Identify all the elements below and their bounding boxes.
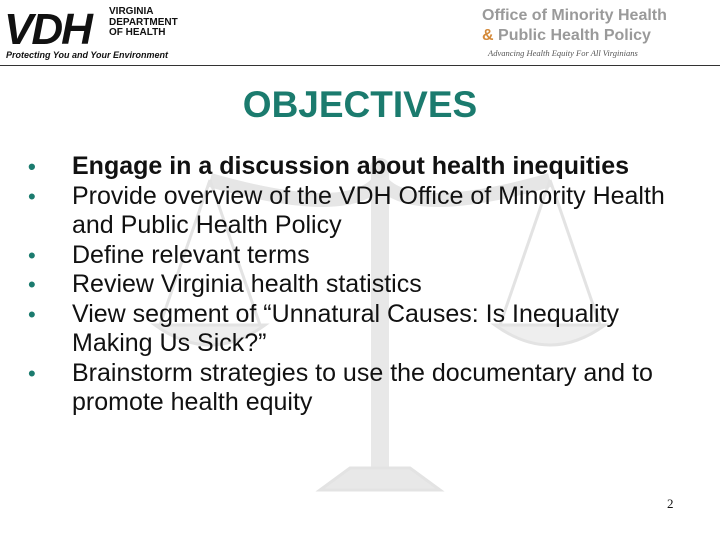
slide-header <box>0 0 720 68</box>
list-item-text: Brainstorm strategies to use the documentary and to promote health equity <box>72 358 653 416</box>
list-item-text: Provide overview of the VDH Office of Minority Health and Public Health Policy <box>72 181 665 239</box>
bullet-icon: • <box>28 360 36 386</box>
vdh-name-line-2: DEPARTMENT <box>109 16 178 28</box>
page-number: 2 <box>667 496 674 511</box>
list-item <box>24 152 684 182</box>
list-item-text: Engage in a discussion about health inequities <box>72 152 630 180</box>
vdh-name-line-1: VIRGINIA <box>109 6 154 17</box>
omh-line-2-text: Public Health Policy <box>498 27 651 44</box>
bullet-icon: • <box>28 183 36 209</box>
list-item-text: Define relevant terms <box>72 240 310 269</box>
bullet-icon: • <box>28 272 36 297</box>
list-item-text: View segment of “Unnatural Causes: Is Inequality Making Us Sick?” <box>72 299 620 357</box>
list-item <box>24 182 684 241</box>
list-item <box>24 300 684 359</box>
vdh-name-line-3: OF HEALTH <box>109 27 166 38</box>
omh-logo-line-2 <box>482 26 714 46</box>
list-item <box>24 359 684 418</box>
list-item <box>24 270 684 300</box>
omh-tagline: Advancing Health Equity For All Virginians <box>488 48 638 58</box>
vdh-tagline: Protecting You and Your Environment <box>6 50 169 60</box>
bullet-icon: • <box>28 301 36 327</box>
bullet-icon: • <box>28 242 36 268</box>
objectives-list <box>24 152 684 418</box>
list-item <box>24 241 684 271</box>
slide-title-text: OBJECTIVES <box>242 84 478 125</box>
vdh-logo-mark: VDH <box>4 5 91 54</box>
list-item-text: Review Virginia health statistics <box>72 270 422 298</box>
omh-logo <box>482 6 714 58</box>
omh-logo-line-1: Office of Minority Health <box>482 7 667 24</box>
bullet-icon: • <box>28 154 36 179</box>
slide-title <box>0 84 720 126</box>
vdh-logo-name <box>109 7 189 39</box>
header-divider <box>0 65 720 66</box>
omh-ampersand: & <box>482 27 494 44</box>
